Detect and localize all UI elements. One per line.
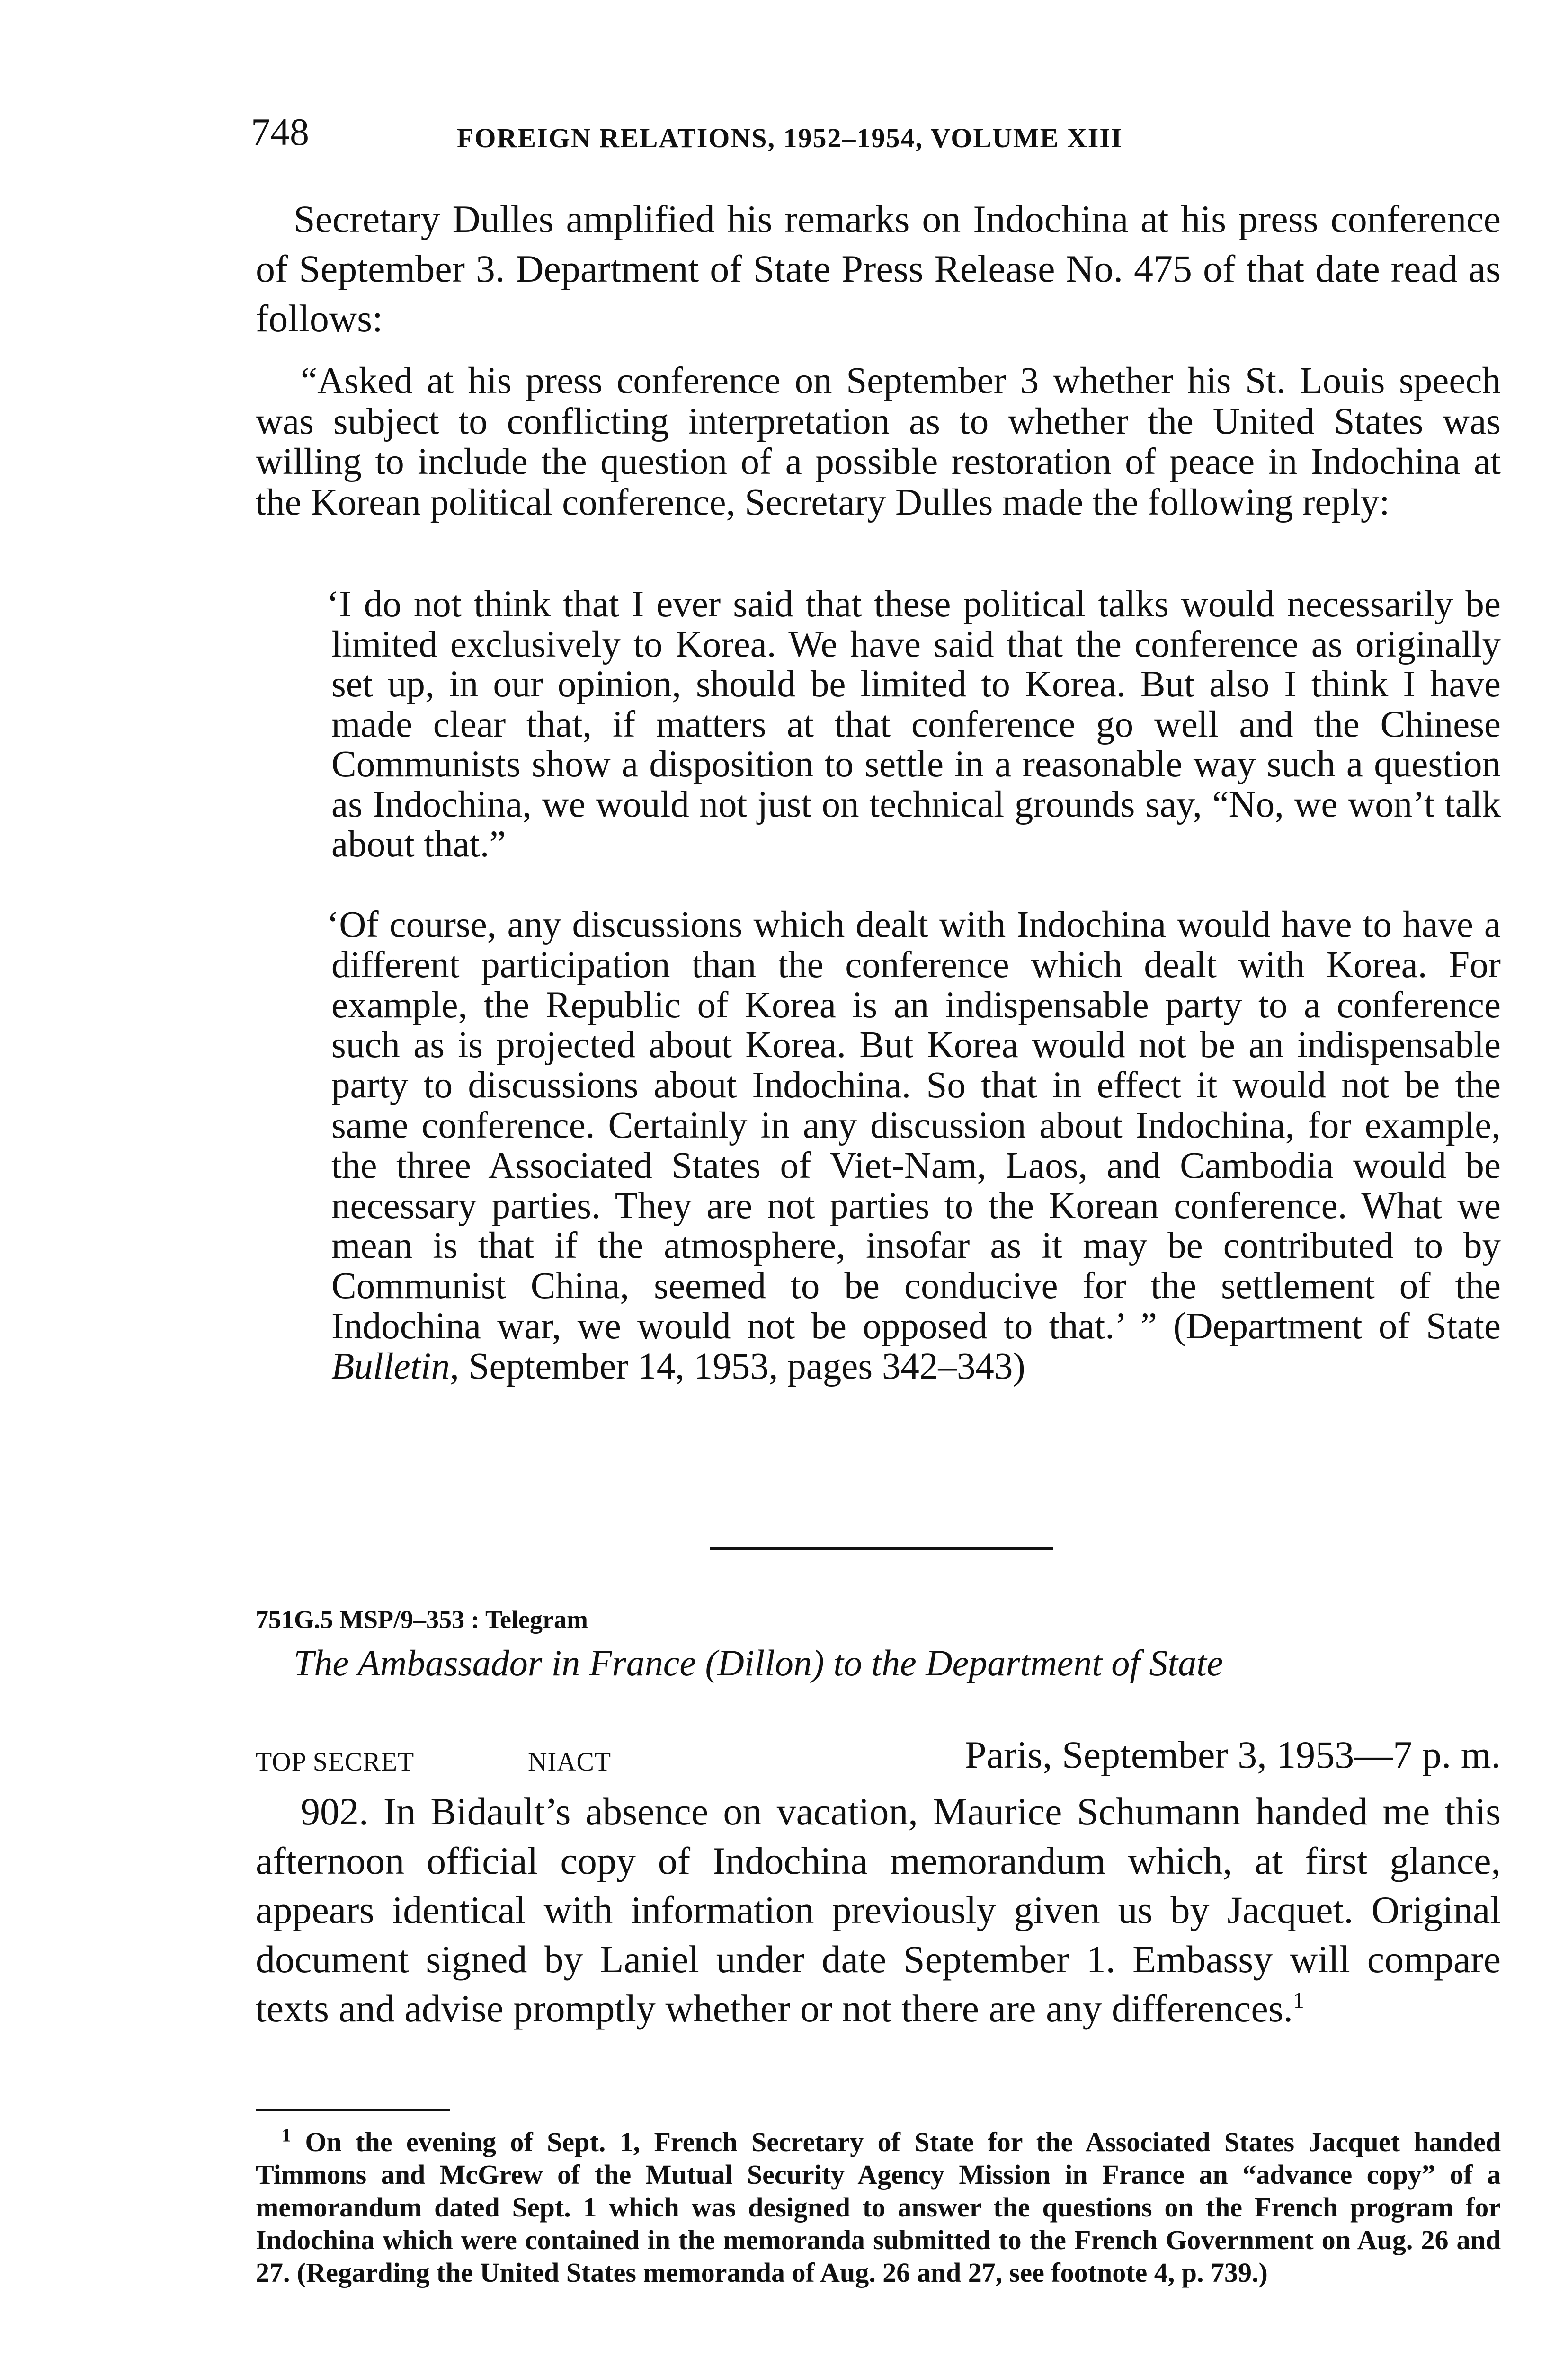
telegram-body — [256, 1787, 1501, 2033]
dulles-reply-paragraph-1: ‘I do not think that I ever said that these political talks would necessarily be limited exclusively to Korea. We have said that the conference as originally set up, in our opinion, should be limited to Korea. But also I think I have made clear that, if matters at that conference go well and the Chinese Communists show a disposition to settle in a reasonable way such a question as Indochina, we would not just on technical grounds say, “No, we won’t talk about that.” — [327, 584, 1501, 865]
section-separator — [710, 1547, 1053, 1550]
bulletin-title: Bulletin — [331, 1345, 450, 1387]
file-reference: 751G.5 MSP/9–353 : Telegram — [256, 1605, 588, 1634]
footnote-marker: 1 — [1293, 1988, 1305, 2013]
classification: TOP SECRET — [256, 1747, 415, 1777]
classification-line — [256, 1728, 1501, 1775]
intro-paragraph: Secretary Dulles amplified his remarks on Indochina at his press conference of September 3. Department of State Press Release No. 475 of that date read as follows: — [256, 197, 1501, 340]
dateline: Paris, September 3, 1953—7 p. m. — [965, 1733, 1501, 1776]
page-number: 748 — [251, 110, 309, 153]
running-head — [251, 110, 1501, 162]
footnote-text: On the evening of Sept. 1, French Secretary of State for the Associated States Jacquet handed Timmons and McGrew of the Mutual Security Agency Mission in France an “advance copy” of a memorandum dated Sept. 1 which was designed to answer the questions on the French program for Indochina which were contained in the memoranda submitted to the French Government on Aug. 26 and 27. (Regarding the United States memoranda of Aug. 26 and 27, see footnote 4, p. 739.) — [256, 2127, 1501, 2288]
press-release-quote: “Asked at his press conference on September 3 whether his St. Louis speech was subject to conflicting interpretation as to whether the United States was willing to include the question of a possible restoration of peace in Indochina at the Korean political conference, Secretary Dulles made the following reply: — [256, 360, 1501, 523]
citation-text: , September 14, 1953, pages 342–343) — [450, 1345, 1025, 1387]
running-title: FOREIGN RELATIONS, 1952–1954, VOLUME XIII — [457, 123, 1123, 153]
footnote-rule — [256, 2109, 450, 2111]
telegram-text: 902. In Bidault’s absence on vacation, Maurice Schumann handed me this afternoon official copy of Indochina memorandum which, at first glance, appears identical with information previously given us by Jacquet. Original document signed by Laniel under date September 1. Embassy will compare texts and advise promptly whether or not there are any differences. — [256, 1790, 1501, 2030]
reply-text: ‘Of course, any discussions which dealt with Indochina would have to have a different participation than the conference which dealt with Korea. For example, the Republic of Korea is an indispensable party to a conference such as is projected about Korea. But Korea would not be an indispensable party to discussions about Indochina. So that in effect it would not be the same conference. Certainly in any discussion about Indochina, for example, the three Associated States of Viet-Nam, Laos, and Cambodia would be necessary parties. They are not parties to the Korean conference. What we mean is that if the atmosphere, insofar as it may be contributed to by Communist China, seemed to be conducive for the settlement of the Indochina war, we would not be opposed to that.’ ” (Department of State — [327, 904, 1501, 1347]
document-title: The Ambassador in France (Dillon) to the Department of State — [294, 1642, 1223, 1683]
footnote — [256, 2126, 1501, 2289]
footnote-number: 1 — [282, 2124, 291, 2146]
dulles-reply-paragraph-2 — [327, 904, 1501, 1387]
priority-marking: NIACT — [528, 1747, 612, 1777]
